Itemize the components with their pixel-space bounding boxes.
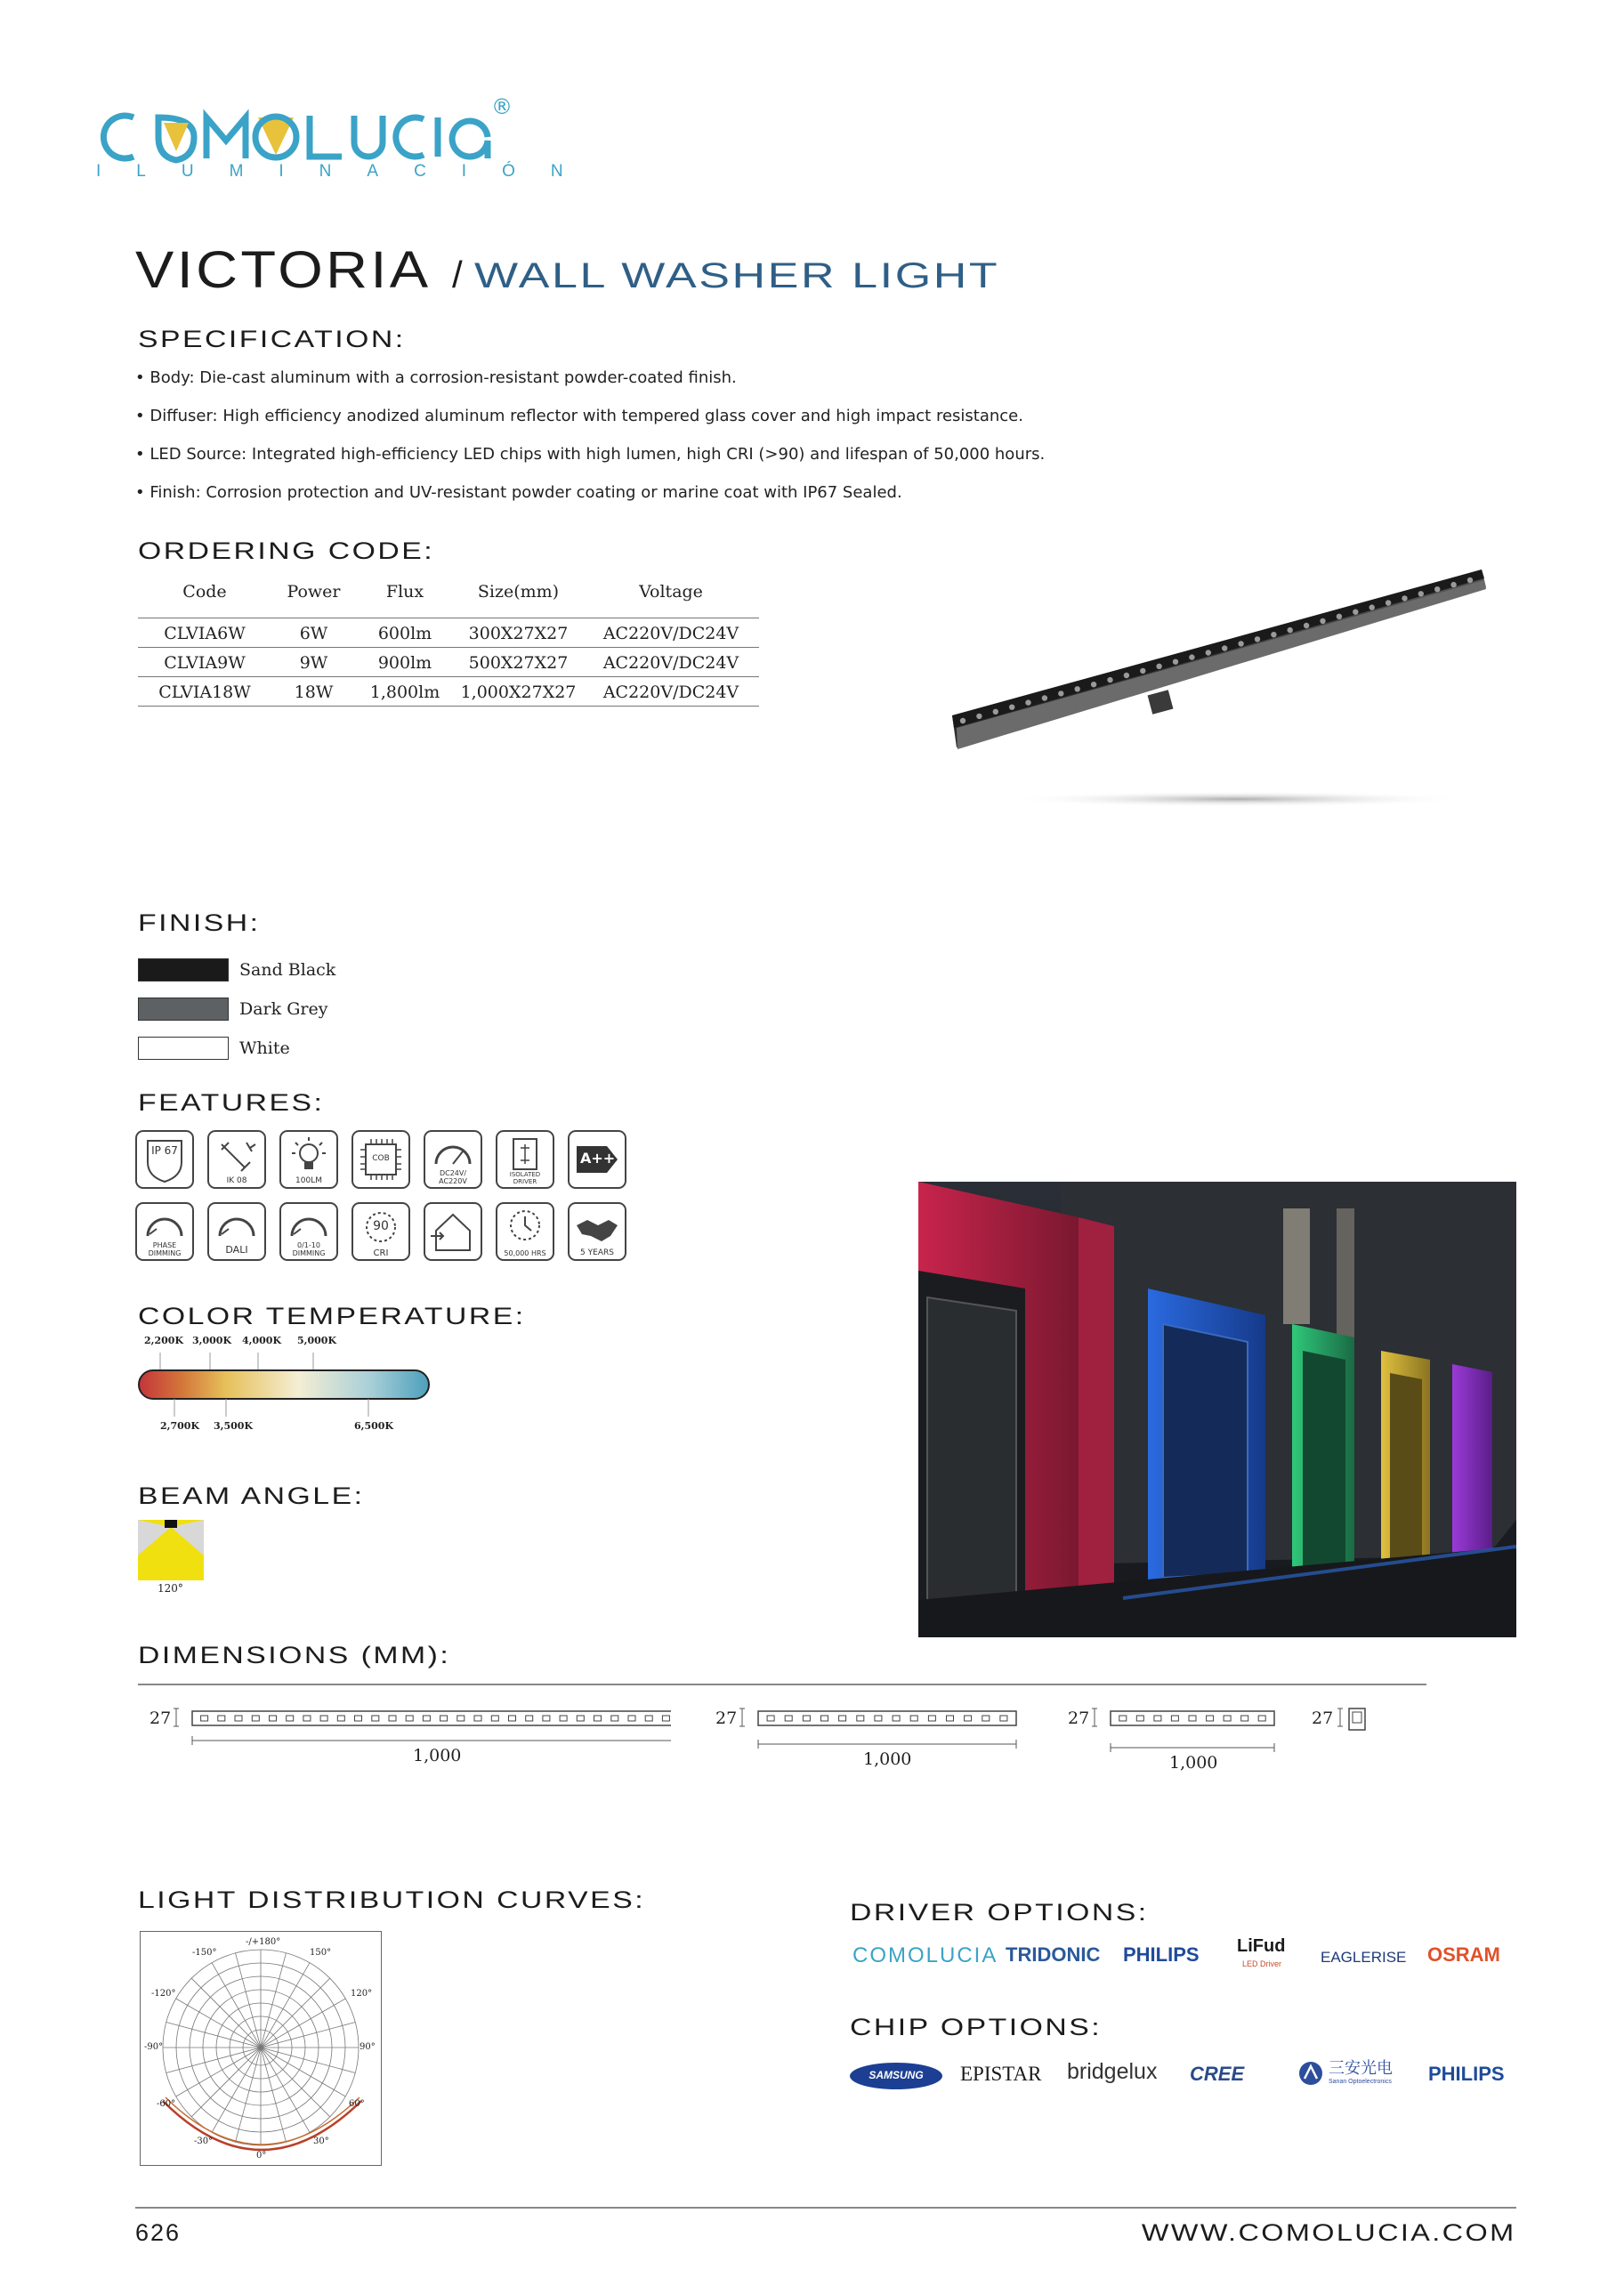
chip-logos — [850, 2056, 1517, 2100]
cob-chip-icon: COB — [351, 1130, 410, 1189]
dimensions-title: DIMENSIONS (MM): — [138, 1642, 451, 1668]
lifespan-clock-icon: 50,000 HRS — [496, 1202, 554, 1261]
spec-bullet-body: • Body: Die-cast aluminum with a corrosion-resistant powder-coated finish. — [135, 368, 737, 387]
driver-logo-tridonic: TRIDONIC — [1006, 1943, 1101, 1966]
specification-title: SPECIFICATION: — [138, 326, 406, 352]
ip67-icon: IP 67 — [135, 1130, 194, 1189]
website-link[interactable]: WWW.COMOLUCIA.COM — [1141, 2219, 1515, 2246]
finish-title: FINISH: — [138, 909, 261, 936]
brand-logo — [96, 94, 599, 187]
col-voltage: Voltage — [639, 582, 703, 602]
col-size: Size(mm) — [477, 582, 560, 602]
driver-logo-comolucia: COMOLUCIA — [852, 1943, 998, 1967]
driver-logo-osram: OSRAM — [1427, 1943, 1500, 1966]
chip-logo-samsung: SAMSUNG — [850, 2063, 942, 2089]
product-name: VICTORIA — [135, 241, 432, 299]
indoor-house-icon — [424, 1202, 482, 1261]
finish-options — [138, 950, 335, 1068]
beam-angle-title: BEAM ANGLE: — [138, 1482, 365, 1509]
dimension-end-view — [1337, 1707, 1390, 1742]
footer-divider — [135, 2207, 1516, 2209]
dimension-height-4: 27 — [1312, 1708, 1334, 1728]
voltage-gauge-icon: DC24V/ AC220V — [424, 1130, 482, 1189]
polar-diagram: -/+180° -150° 150° -120° 120° -90° 90° -60° 60° -30° 30° 0° — [140, 1931, 382, 2166]
dimming-0-10-icon: 0/1-10 DIMMING — [279, 1202, 338, 1261]
chip-logo-bridgelux: bridgelux — [1067, 2059, 1158, 2084]
dimensions-divider — [138, 1684, 1426, 1685]
dimension-height-2: 27 — [715, 1708, 738, 1728]
ordering-code-title: ORDERING CODE: — [138, 537, 435, 564]
finish-option-white: White — [138, 1029, 335, 1068]
chip-options-title: CHIP OPTIONS: — [850, 2014, 1103, 2040]
spec-bullet-diffuser: • Diffuser: High efficiency anodized aluminum reflector with tempered glass cover and high impact resistance. — [135, 407, 1023, 425]
ordering-table — [138, 582, 759, 707]
dimension-length-2: 1,000 — [863, 1749, 912, 1769]
color-temperature-scale: 2,200K 3,000K 4,000K 5,000K 2,700K 3,500K 6,500K — [133, 1335, 445, 1450]
chip-logo-sanan-sub: Sanan Optoelectronics — [1329, 2079, 1392, 2085]
beam-angle-diagram — [138, 1520, 209, 1600]
table-row: CLVIA9W 9W 900lm 500X27X27 AC220V/DC24V — [138, 648, 759, 677]
dimension-length-3: 1,000 — [1169, 1753, 1218, 1773]
dimension-height-1: 27 — [149, 1708, 172, 1728]
driver-logos — [852, 1936, 1520, 1984]
building-facade-photo — [918, 1182, 1516, 1637]
chip-logo-sanan: 三安光电 — [1329, 2059, 1393, 2078]
application-photo — [918, 1182, 1516, 1637]
col-flux: Flux — [385, 582, 424, 602]
product-type: WALL WASHER LIGHT — [473, 256, 1000, 295]
spec-bullet-finish: • Finish: Corrosion protection and UV-resistant powder coating or marine coat with IP67 Sealed. — [135, 483, 902, 502]
driver-logo-philips: PHILIPS — [1123, 1943, 1200, 1966]
color-temperature-title: COLOR TEMPERATURE: — [138, 1303, 526, 1329]
title-separator: / — [451, 254, 463, 295]
col-power: Power — [287, 582, 341, 602]
table-row: CLVIA18W 18W 1,800lm 1,000X27X27 AC220V/DC24V — [138, 677, 759, 707]
isolated-driver-icon: ISOLATED DRIVER — [496, 1130, 554, 1189]
swatch-dark-grey — [138, 998, 229, 1021]
spec-bullet-led-source: • LED Source: Integrated high-efficiency LED chips with high lumen, high CRI (>90) and lifespan of 50,000 hours. — [135, 445, 1046, 464]
features-grid — [135, 1130, 634, 1264]
dimension-length-1: 1,000 — [413, 1746, 462, 1765]
swatch-sand-black — [138, 958, 229, 981]
driver-logo-lifud: LiFud — [1237, 1936, 1286, 1956]
chip-logo-epistar: EPISTAR — [960, 2063, 1042, 2085]
dimension-drawing-3 — [1091, 1707, 1287, 1760]
chip-logo-cree: CREE — [1190, 2063, 1245, 2085]
phase-dimming-icon: PHASE DIMMING — [135, 1202, 194, 1261]
ik08-icon: IK 08 — [207, 1130, 266, 1189]
swatch-white — [138, 1037, 229, 1060]
finish-option-dark-grey: Dark Grey — [138, 990, 335, 1029]
features-title: FEATURES: — [138, 1089, 325, 1116]
table-row: CLVIA6W 6W 600lm 300X27X27 AC220V/DC24V — [138, 618, 759, 648]
page-number: 626 — [135, 2219, 182, 2246]
ordering-header-row — [138, 582, 759, 618]
warranty-handshake-icon: 5 YEARS — [568, 1202, 626, 1261]
product-title — [135, 240, 1000, 300]
specification-list — [135, 368, 1045, 521]
beam-angle-value: 120° — [158, 1582, 183, 1595]
driver-logo-eaglerise: EAGLERISE — [1321, 1949, 1407, 1966]
dimension-height-3: 27 — [1068, 1708, 1090, 1728]
registered-mark: ® — [491, 94, 513, 119]
dali-icon: DALI — [207, 1202, 266, 1261]
dimensions-drawings — [133, 1700, 1379, 1789]
lumen-bulb-icon: 100LM — [279, 1130, 338, 1189]
col-code: Code — [182, 582, 227, 602]
product-image — [943, 552, 1495, 819]
driver-options-title: DRIVER OPTIONS: — [850, 1899, 1149, 1926]
chip-logo-sanan-icon — [1298, 2061, 1323, 2086]
brand-tagline: ILUMINACIÓN — [96, 162, 599, 181]
cri-icon: 90 CRI — [351, 1202, 410, 1261]
light-distribution-title: LIGHT DISTRIBUTION CURVES: — [138, 1886, 646, 1913]
driver-logo-lifud-sub: LED Driver — [1242, 1959, 1282, 1968]
chip-logo-philips: PHILIPS — [1428, 2063, 1505, 2085]
energy-class-icon: A++ — [568, 1130, 626, 1189]
finish-option-sand-black: Sand Black — [138, 950, 335, 990]
